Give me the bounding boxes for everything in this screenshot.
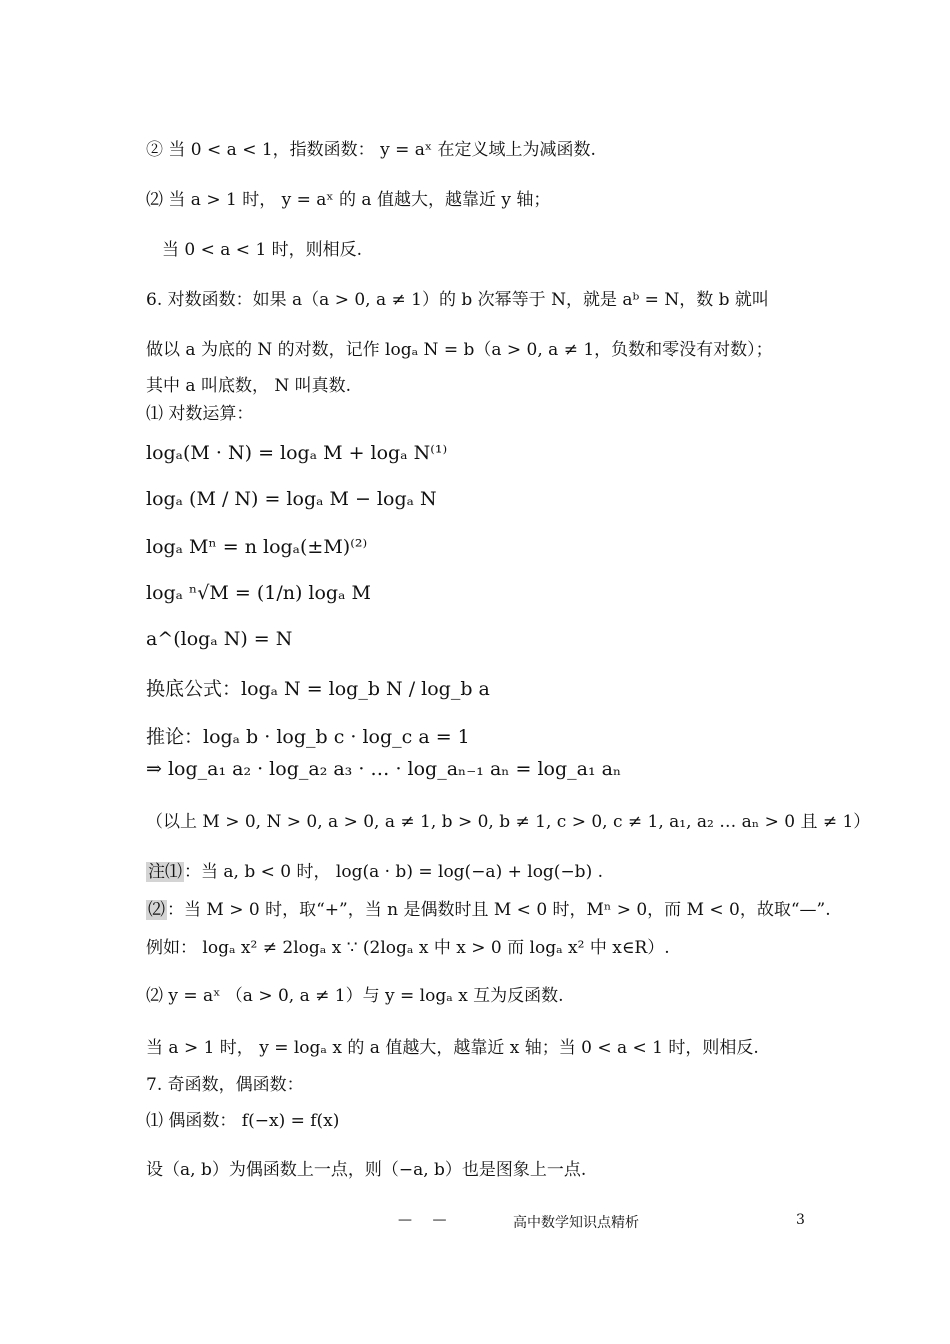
formula-chain: ⇒ log_a₁ a₂ · log_a₂ a₃ · … · log_aₙ₋₁ aₙ = log_a₁ aₙ [146,758,622,780]
formula-power-rule: logₐ Mⁿ = n logₐ(±M)⁽²⁾ [146,536,368,558]
footer-title: 高中数学知识点精析 [513,1215,639,1231]
heading-log-operations: ⑴ 对数运算： [146,404,254,424]
note-2-text: ：当 M > 0 时，取“+”，当 n 是偶数时且 M < 0 时，Mⁿ > 0，而 M < 0，故取“—”. [167,900,831,920]
formula-product-rule: logₐ(M · N) = logₐ M + logₐ N⁽¹⁾ [146,442,448,464]
line-log-definition-1: 6. 对数函数：如果 a（a > 0, a ≠ 1）的 b 次幂等于 N，就是 aᵇ = N，数 b 就叫 [146,290,769,310]
formula-corollary: 推论：logₐ b · log_b c · log_c a = 1 [146,726,470,748]
formula-root-rule: logₐ ⁿ√M = (1/n) logₐ M [146,582,371,604]
line-exp-reverse: 当 0 < a < 1 时，则相反. [162,240,363,260]
formula-quotient-rule: logₐ (M / N) = logₐ M − logₐ N [146,488,437,510]
line-exp-closer-y-axis: ⑵ 当 a > 1 时， y = aˣ 的 a 值越大，越靠近 y 轴； [146,190,551,210]
line-exp-decreasing: ② 当 0 < a < 1，指数函数： y = aˣ 在定义域上为减函数. [146,140,596,160]
heading-odd-even-functions: 7. 奇函数，偶函数： [146,1075,304,1095]
line-log-closer-x-axis: 当 a > 1 时， y = logₐ x 的 a 值越大，越靠近 x 轴；当 0 < a < 1 时，则相反. [146,1038,759,1058]
line-log-definition-2: 做以 a 为底的 N 的对数，记作 logₐ N = b（a > 0, a ≠ 1，负数和零没有对数）； [146,340,773,360]
line-even-point: 设（a, b）为偶函数上一点，则（−a, b）也是图象上一点. [146,1160,587,1180]
formula-change-of-base: 换底公式：logₐ N = log_b N / log_b a [146,678,490,700]
line-inverse-functions: ⑵ y = aˣ （a > 0, a ≠ 1）与 y = logₐ x 互为反函数. [146,986,564,1006]
conditions-note: （以上 M > 0, N > 0, a > 0, a ≠ 1, b > 0, b ≠ 1, c > 0, c ≠ 1, a₁, a₂ … aₙ > 0 且 ≠ 1） [146,812,871,832]
line-base-and-argument: 其中 a 叫底数， N 叫真数. [146,376,352,396]
note-1 [146,864,603,881]
note-2 [146,902,831,919]
note-2-tag: ⑵ [148,900,165,920]
note-1-text: ：当 a, b < 0 时， log(a · b) = log(−a) + log(−b) . [184,862,604,882]
note-1-tag: 注⑴ [148,862,182,882]
formula-identity: a^(logₐ N) = N [146,628,293,650]
footer-dash: — — [398,1212,455,1228]
example-line: 例如： logₐ x² ≠ 2logₐ x ∵ (2logₐ x 中 x > 0 而 logₐ x² 中 x∈R）. [146,938,670,958]
page-number: 3 [796,1212,805,1228]
line-even-function: ⑴ 偶函数： f(−x) = f(x) [146,1111,340,1131]
